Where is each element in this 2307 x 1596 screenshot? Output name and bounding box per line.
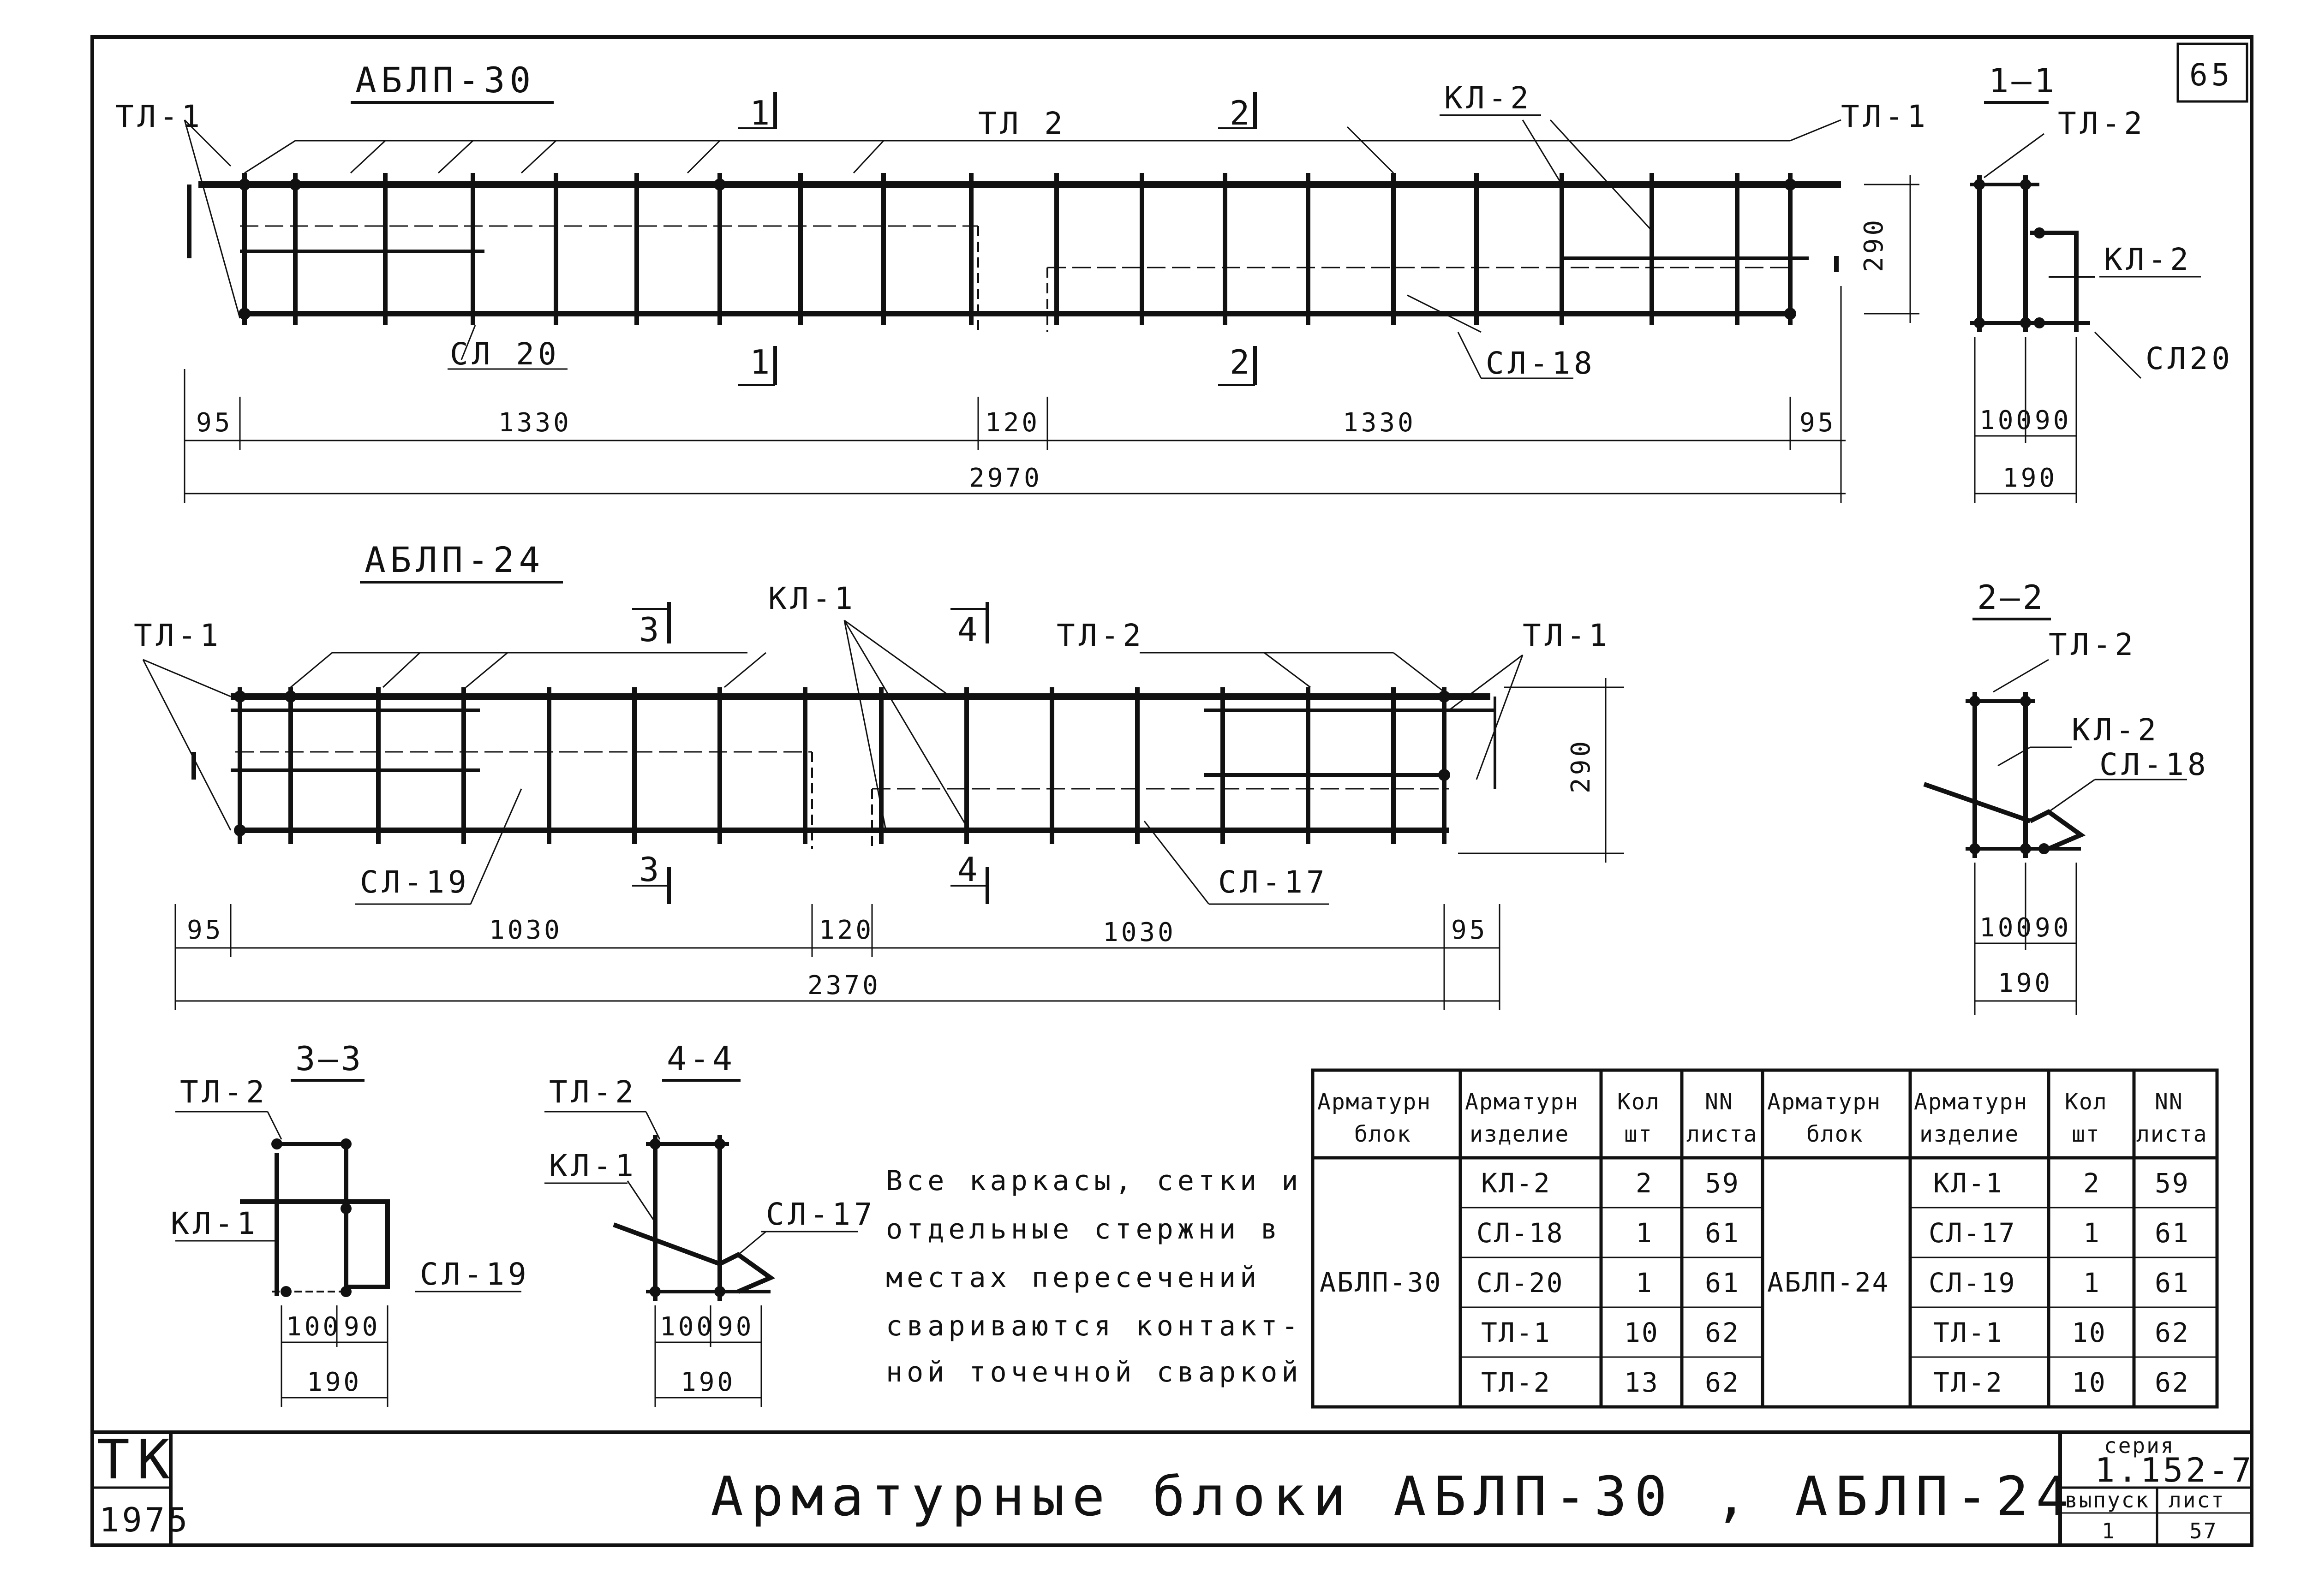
table-header-sheet: NN [2155, 1089, 2183, 1115]
table-header-block: блок [1806, 1121, 1864, 1147]
table-header-sheet: листа [2136, 1121, 2208, 1147]
table-cell-item: ТЛ-2 [1933, 1367, 2003, 1398]
issue-label: выпуск [2065, 1488, 2150, 1513]
table-header-sheet: листа [1686, 1121, 1758, 1147]
section-4-4-tl: ТЛ-2 [549, 1074, 637, 1110]
series-label: серия [2104, 1433, 2175, 1458]
ablp30-label-tl1-left: ТЛ-1 [115, 99, 203, 134]
section-3-3-title: 3—3 [295, 1039, 364, 1078]
table-cell-qty: 10 [2072, 1317, 2107, 1348]
note-line: ной точечной сваркой [886, 1356, 1303, 1388]
table-header-item: Арматурн [1465, 1089, 1579, 1115]
table-header-sheet: NN [1705, 1089, 1733, 1115]
table-block-name: АБЛП-24 [1767, 1267, 1890, 1298]
table-cell-qty: 13 [1624, 1367, 1659, 1398]
table-header-item: Арматурн [1914, 1089, 2028, 1115]
ablp30-dim-1330-a: 1330 [498, 408, 572, 438]
stamp-year: 1975 [99, 1501, 191, 1539]
ablp30-label-kl2: КЛ-2 [1444, 80, 1532, 116]
section-1-1-sl: СЛ20 [2146, 341, 2234, 376]
table-cell-item: КЛ-1 [1933, 1167, 2003, 1199]
section-1-1-dim-100: 100 [1979, 405, 2035, 435]
ablp24-label-tl2: ТЛ-2 [1057, 618, 1145, 653]
section-2-2-dim-100: 100 [1979, 913, 2035, 943]
section-2-2-title: 2—2 [1977, 578, 2046, 617]
ablp30-cut-1-top: 1 [750, 94, 773, 132]
section-1-1-dim-190: 190 [2002, 463, 2058, 493]
issue-value: 1 [2102, 1519, 2116, 1543]
stamp-tk: ТК [97, 1428, 178, 1491]
table-header-block: блок [1354, 1121, 1411, 1147]
table-cell-sheet: 62 [2155, 1317, 2190, 1348]
section-4-4-sl: СЛ-17 [766, 1197, 876, 1232]
section-1-1-dim-90: 90 [2035, 405, 2072, 435]
ablp24-dim-height: 290 [1566, 738, 1596, 793]
ablp24-dim-1030-a: 1030 [489, 915, 562, 945]
section-4-4-dim-90: 90 [717, 1312, 754, 1342]
ablp24-label-kl1: КЛ-1 [768, 581, 856, 616]
table-cell-sheet: 61 [2155, 1217, 2190, 1249]
table-cell-qty: 10 [1624, 1317, 1659, 1348]
table-cell-qty: 1 [2083, 1217, 2101, 1249]
table-cell-qty: 2 [1636, 1167, 1653, 1199]
section-3-3-dim-190: 190 [307, 1367, 362, 1397]
section-1-1-kl: КЛ-2 [2104, 242, 2192, 277]
ablp24-dim-95-right: 95 [1451, 915, 1488, 945]
ablp24-label-sl17: СЛ-17 [1218, 864, 1328, 900]
ablp30-dim-95-right: 95 [1799, 408, 1836, 438]
section-2-2-dim-190: 190 [1998, 968, 2053, 998]
table-cell-qty: 10 [2072, 1367, 2107, 1398]
ablp30-dim-95-left: 95 [196, 408, 233, 438]
ablp24-cut-4-top: 4 [957, 610, 980, 649]
sheet-title: Арматурные блоки АБЛП-30 , АБЛП-24 [711, 1465, 2076, 1528]
section-4-4-dim-190: 190 [681, 1367, 736, 1397]
table-header-qty: шт [2072, 1121, 2100, 1147]
table-cell-sheet: 62 [1705, 1367, 1740, 1398]
section-1-1-title: 1—1 [1989, 61, 2057, 100]
sheet-number-label: лист [2169, 1488, 2225, 1513]
ablp24-cut-3-top: 3 [639, 610, 662, 649]
table-header-qty: шт [1624, 1121, 1653, 1147]
table-cell-sheet: 61 [1705, 1267, 1740, 1298]
ablp30-dim-1330-b: 1330 [1343, 408, 1416, 438]
section-4-4-title: 4-4 [667, 1039, 735, 1078]
ablp30-cut-2-bot: 2 [1230, 343, 1253, 381]
table-cell-item: КЛ-2 [1481, 1167, 1551, 1199]
table-header-item: изделие [1919, 1121, 2020, 1147]
ablp30-label-tl2: ТЛ 2 [978, 106, 1066, 141]
ablp30-label-tl1-right: ТЛ-1 [1841, 99, 1929, 134]
table-cell-sheet: 59 [1705, 1167, 1740, 1199]
section-2-2-kl: КЛ-2 [2072, 712, 2160, 748]
table-cell-sheet: 61 [2155, 1267, 2190, 1298]
ablp30-dim-height: 290 [1859, 217, 1889, 272]
table-cell-item: СЛ-20 [1476, 1267, 1564, 1298]
ablp24-label-tl1-right: ТЛ-1 [1523, 618, 1611, 653]
table-cell-item: ТЛ-1 [1933, 1317, 2003, 1348]
table-cell-item: СЛ-18 [1476, 1217, 1564, 1249]
table-cell-item: СЛ-19 [1929, 1267, 2016, 1298]
section-4-4-kl: КЛ-1 [549, 1148, 637, 1184]
ablp30-dim-120: 120 [985, 408, 1040, 438]
ablp30-label-sl20: СЛ 20 [450, 336, 560, 372]
table-cell-qty: 1 [2083, 1267, 2101, 1298]
ablp30-title: АБЛП-30 [355, 60, 536, 101]
ablp24-cut-3-bot: 3 [639, 850, 662, 889]
table-header-block: Арматурн [1767, 1089, 1882, 1115]
note-line: местах пересечений [886, 1262, 1261, 1294]
ablp30-cut-2-top: 2 [1230, 94, 1253, 132]
note-line: свариваются контакт- [886, 1310, 1303, 1342]
note-line: отдельные стержни в [886, 1213, 1282, 1245]
page-number: 65 [2189, 57, 2234, 93]
ablp30-dim-total: 2970 [969, 463, 1042, 493]
ablp24-dim-1030-b: 1030 [1103, 917, 1176, 947]
table-header-qty: Кол [2065, 1089, 2108, 1115]
ablp24-cut-4-bot: 4 [957, 850, 980, 889]
ablp24-dim-95-left: 95 [187, 915, 224, 945]
section-2-2-dim-90: 90 [2035, 913, 2072, 943]
table-cell-item: СЛ-17 [1929, 1217, 2016, 1249]
ablp30-cut-1-bot: 1 [750, 343, 773, 381]
table-header-qty: Кол [1617, 1089, 1660, 1115]
table-cell-qty: 1 [1636, 1267, 1653, 1298]
section-3-3-sl: СЛ-19 [420, 1257, 530, 1292]
table-block-name: АБЛП-30 [1320, 1267, 1442, 1298]
table-cell-sheet: 59 [2155, 1167, 2190, 1199]
table-header-block: Арматурн [1317, 1089, 1432, 1115]
series-value: 1.152-7 [2095, 1451, 2254, 1489]
section-3-3-dim-100: 100 [286, 1312, 341, 1342]
ablp24-label-tl1-left: ТЛ-1 [134, 618, 222, 653]
ablp24-dim-120: 120 [819, 915, 874, 945]
section-4-4-dim-100: 100 [660, 1312, 715, 1342]
section-2-2-sl: СЛ-18 [2099, 747, 2210, 782]
section-3-3-dim-90: 90 [344, 1312, 381, 1342]
table-cell-sheet: 61 [1705, 1217, 1740, 1249]
ablp24-title: АБЛП-24 [365, 539, 545, 580]
ablp24-dim-total: 2370 [807, 971, 881, 1000]
table-cell-item: ТЛ-1 [1481, 1317, 1551, 1348]
table-cell-qty: 1 [1636, 1217, 1653, 1249]
table-cell-sheet: 62 [2155, 1367, 2190, 1398]
section-1-1-tl: ТЛ-2 [2058, 106, 2146, 141]
note-line: Все каркасы, сетки и [886, 1165, 1303, 1197]
ablp30-label-sl18: СЛ-18 [1486, 345, 1596, 381]
table-cell-qty: 2 [2083, 1167, 2101, 1199]
section-3-3-kl: КЛ-1 [171, 1206, 259, 1241]
sheet-number-value: 57 [2189, 1519, 2218, 1543]
table-header-item: изделие [1470, 1121, 1570, 1147]
section-3-3-tl: ТЛ-2 [180, 1074, 268, 1110]
ablp24-label-sl19: СЛ-19 [360, 864, 470, 900]
section-2-2-tl: ТЛ-2 [2049, 627, 2137, 662]
table-cell-item: ТЛ-2 [1481, 1367, 1551, 1398]
table-cell-sheet: 62 [1705, 1317, 1740, 1348]
